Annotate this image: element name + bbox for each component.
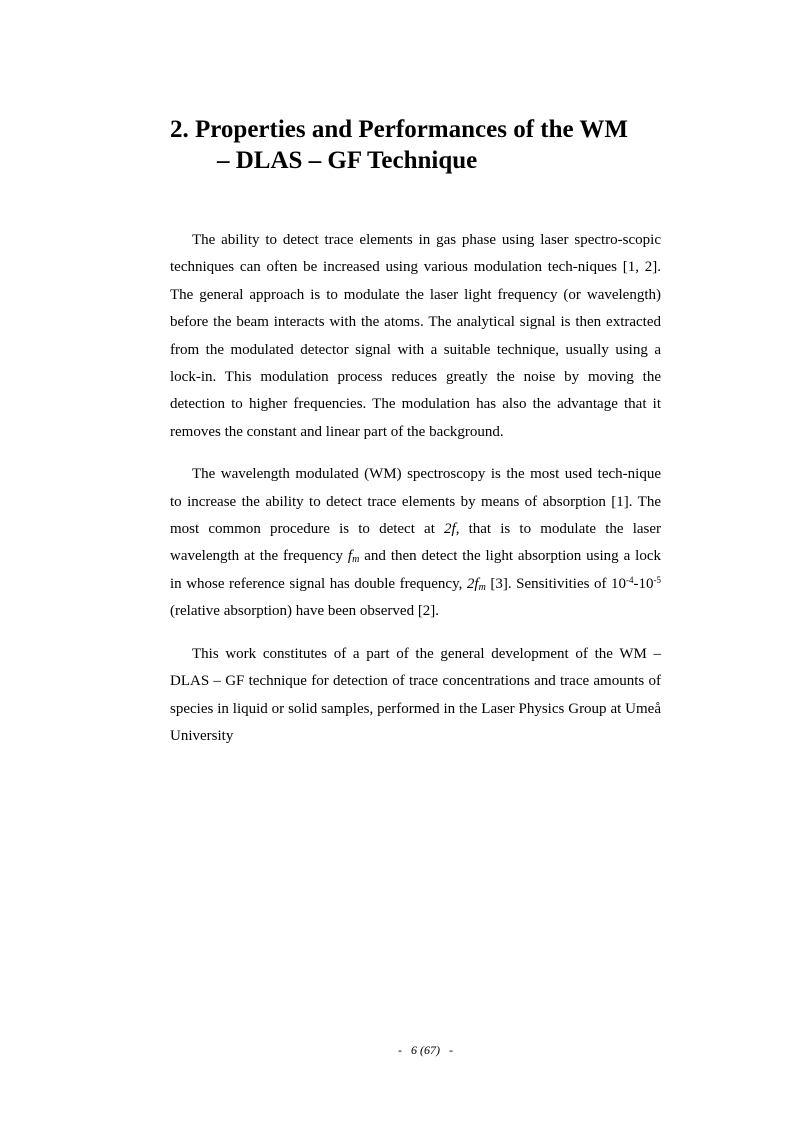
paragraph-work-context: This work constitutes of a part of the general development of the WM – DLAS – GF technique for detection of trace concentrations and trace amounts of species in liquid or solid samples, performed in the Laser Physics Group at Umeå University [170, 645, 661, 744]
paragraph-text: -10 [633, 575, 654, 592]
paragraph-text: [3]. Sensitivities of 10 [485, 575, 626, 592]
section-heading-line-2: – DLAS – GF Technique [217, 147, 478, 174]
section-heading [170, 114, 670, 176]
paragraph-modulation-intro: The ability to detect trace elements in gas phase using laser spectro-scopic techniques can often be increased using various modulation tech-niques [1, 2]. The general approach is to modulate the laser light frequency (or wavelength) before the beam interacts with the atoms. The analytical signal is then extracted from the modulated detector signal with a suitable technique, usually using a lock-in. This modulation process reduces greatly the noise by moving the detection to higher frequencies. The modulation has also the advantage that it removes the constant and linear part of the background. [170, 232, 661, 440]
page-number: - 6 (67) - [398, 1043, 453, 1057]
paragraph-text: (relative absorption) have been observed [2]. [170, 603, 440, 620]
reference-frequency-symbol: $2f_m$ [466, 575, 486, 593]
paragraph-text: , that is to modulate the laser wavelength at the frequency [170, 521, 662, 565]
paragraph-wm-spectroscopy [170, 461, 661, 625]
body-text [170, 227, 661, 765]
modulation-frequency-symbol: $f_m$ [347, 548, 360, 566]
paragraph-text: and then detect the light absorption using a lock in whose reference signal has double frequency, [170, 548, 661, 592]
exponent: -5 [653, 574, 661, 585]
exponent: -4 [626, 574, 634, 585]
detection-harmonic: 2f [444, 521, 456, 538]
section-heading-line-1: 2. Properties and Performances of the WM [170, 116, 628, 143]
paragraph-text: The wavelength modulated (WM) spectroscopy is the most used tech-nique to increase the ability to detect trace elements by means of absorption [1]. The most common procedure is to detect at [170, 466, 661, 538]
